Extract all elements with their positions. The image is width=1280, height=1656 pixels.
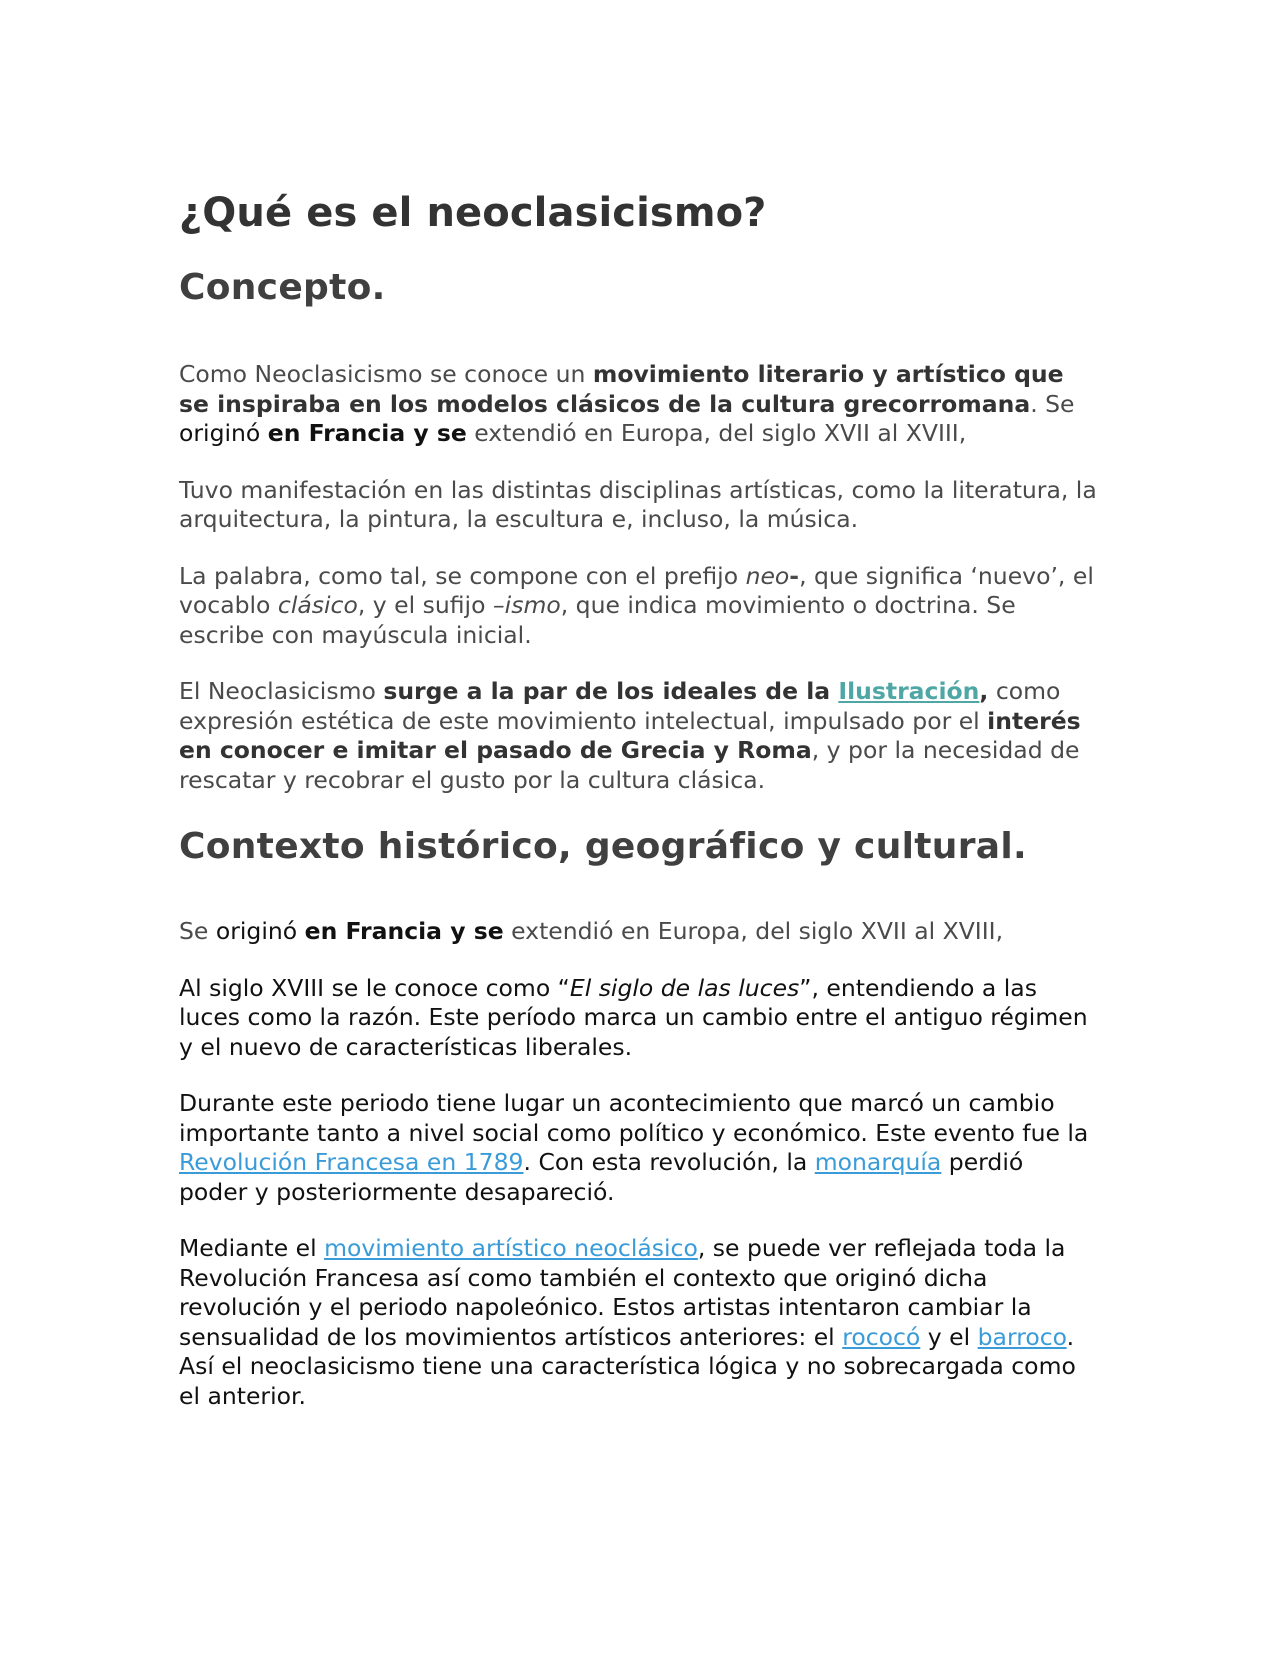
text-span: Al siglo XVIII se le conoce como “ — [179, 973, 570, 1002]
bold-text: en Francia y se — [304, 917, 504, 945]
paragraph-contexto-1 — [179, 917, 1099, 947]
text-span: , que indica movimiento o doctrina. Se escribe con mayúscula inicial. — [179, 591, 1016, 649]
heading-contexto: Contexto histórico, geográfico y cultural. — [179, 826, 1027, 867]
page-title: ¿Qué es el neoclasicismo? — [179, 190, 767, 236]
paragraph-contexto-3 — [179, 1089, 1099, 1207]
paragraph-concepto-1 — [179, 360, 1099, 449]
link-revolucion-francesa[interactable]: Revolución Francesa en 1789 — [179, 1148, 524, 1176]
text-span: , y el sufijo — [357, 591, 493, 619]
text-span: El Neoclasicismo — [179, 677, 384, 705]
text-span: ”, entendiendo a las luces como la razón. Este período marca un cambio entre el antiguo régimen y el nuevo de características liberales. — [179, 973, 1088, 1061]
text-span: , y por la necesidad de rescatar y recobrar el gusto por la cultura clásica. — [179, 736, 1080, 794]
paragraph-concepto-4 — [179, 677, 1099, 795]
link-movimiento-neoclasico[interactable]: movimiento artístico neoclásico — [324, 1234, 698, 1262]
text-span: perdió poder y posteriormente desapareció. — [179, 1148, 1024, 1206]
link-rococo[interactable]: rococó — [842, 1322, 921, 1351]
text-span: Se — [179, 917, 216, 945]
paragraph-contexto-2 — [179, 974, 1099, 1063]
text-span: extendió en Europa, del siglo XVII al XVIII, — [466, 419, 967, 447]
link-barroco[interactable]: barroco — [977, 1322, 1067, 1351]
text-span: originó — [179, 419, 268, 447]
text-span: . Se — [1030, 389, 1075, 418]
italic-text: –ismo — [492, 591, 561, 619]
text-span: Durante este periodo tiene lugar un acontecimiento que marcó un cambio importante tanto a nivel social como político y económico. Este evento fue la — [179, 1089, 1089, 1147]
bold-text: en Francia y se — [267, 419, 467, 447]
text-span: . Con esta revolución, la — [523, 1148, 815, 1176]
text-span: . Así el neoclasicismo tiene una característica lógica y no sobrecargada como el anterior. — [179, 1322, 1076, 1410]
document-page — [179, 186, 1099, 1411]
text-span: Como Neoclasicismo se conoce un — [179, 360, 593, 388]
bold-text: , — [979, 677, 989, 705]
paragraph-concepto-2: Tuvo manifestación en las distintas disciplinas artísticas, como la literatura, la arquitectura, la pintura, la escultura e, incluso, la música. — [179, 475, 1097, 533]
italic-text: neo — [745, 561, 790, 590]
link-monarquia[interactable]: monarquía — [814, 1148, 942, 1176]
text-span: como expresión estética de este movimiento intelectual, impulsado por el — [179, 677, 1061, 735]
bold-text: - — [789, 561, 800, 590]
text-span: La palabra, como tal, se compone con el prefijo — [179, 561, 746, 590]
text-span: extendió en Europa, del siglo XVII al XVIII, — [503, 917, 1004, 945]
text-span: , que significa ‘nuevo’, el vocablo — [179, 561, 1094, 619]
bold-text: surge a la par de los ideales de la — [383, 677, 839, 705]
text-span: originó — [215, 917, 305, 945]
text-span: y el — [920, 1322, 978, 1351]
heading-concepto: Concepto. — [179, 267, 386, 308]
paragraph-concepto-3 — [179, 562, 1099, 651]
link-ilustracion[interactable]: Ilustración — [838, 677, 980, 705]
bold-text: interés en conocer e imitar el pasado de Grecia y Roma — [179, 706, 1081, 764]
italic-text: El siglo de las luces — [569, 973, 800, 1002]
text-span: Mediante el — [179, 1234, 325, 1262]
italic-text: clásico — [277, 591, 358, 619]
text-span: , se puede ver reflejada toda la Revolución Francesa así como también el contexto que originó dicha revolución y el periodo napoleónico. Estos artistas intentaron cambiar la sensualidad de los movimientos artísticos anteriores: el — [179, 1234, 1066, 1351]
paragraph-contexto-4 — [179, 1234, 1099, 1411]
bold-text: movimiento literario y artístico que se inspiraba en los modelos clásicos de la cultura grecorromana — [179, 360, 1064, 418]
